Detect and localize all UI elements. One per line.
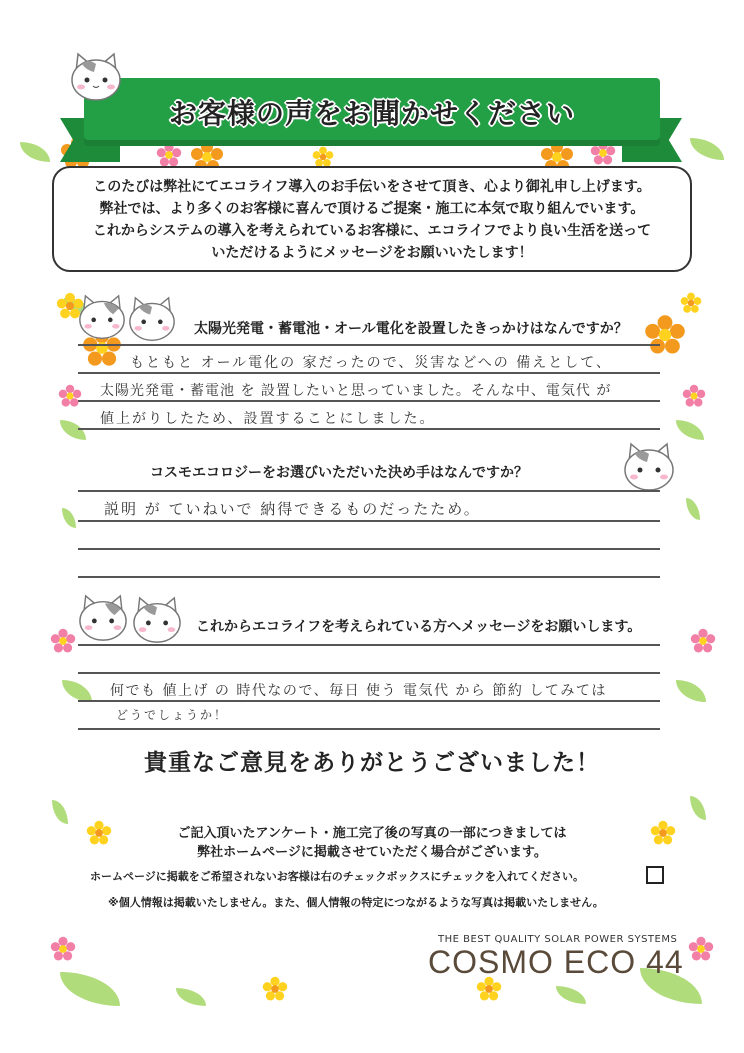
cat-icon (130, 596, 184, 646)
answer-line (78, 728, 660, 730)
photo-note-line: ご記入頂いたアンケート・施工完了後の写真の一部につきましては (177, 826, 567, 841)
checkbox-label: ホームページに掲載をご希望されないお客様は右のチェックボックスにチェックを入れてください。 (90, 870, 585, 883)
answer-line (78, 548, 660, 550)
flower-icon (50, 936, 76, 962)
leaf-icon (690, 796, 706, 820)
leaf-icon (62, 508, 76, 528)
intro-box (52, 166, 692, 272)
answer-line (78, 700, 660, 702)
flower-icon (262, 976, 288, 1002)
answer-line (78, 672, 660, 674)
answer-line (78, 428, 660, 430)
intro-line: 弊社では、より多くのお客様に喜んで頂けるご提案・施工に本気で取り組んでいます。 (99, 201, 645, 217)
brand-logo: COSMO ECO 44 (428, 944, 684, 980)
handwritten-answer: 説明 が ていねいで 納得できるものだったため。 (104, 500, 481, 518)
leaf-icon (52, 800, 68, 824)
flower-icon (680, 292, 702, 314)
answer-line (78, 644, 660, 646)
answer-line (78, 576, 660, 578)
handwritten-answer: 何でも 値上げ の 時代なので、毎日 使う 電気代 から 節約 してみては (110, 683, 607, 699)
cat-icon (76, 594, 130, 644)
intro-line: いただけるようにメッセージをお願いいたします！ (211, 245, 533, 261)
answer-line (78, 490, 660, 492)
leaf-icon (556, 986, 586, 1004)
leaf-icon (676, 420, 704, 440)
privacy-note: ※個人情報は掲載いたしません。また、個人情報の特定につながるような写真は掲載いたしません。 (108, 896, 604, 909)
photo-note-line: 弊社ホームページに掲載させていただく場合がございます。 (197, 845, 547, 860)
cat-icon (620, 440, 678, 496)
flower-icon (50, 628, 76, 654)
thanks-heading: 貴重なご意見をありがとうございました！ (144, 750, 600, 776)
leaf-icon (176, 988, 206, 1006)
flower-icon (58, 384, 82, 408)
handwritten-answer: 値上がりしたため、設置することにしました。 (100, 411, 436, 427)
leaf-icon (676, 680, 706, 702)
answer-line (78, 520, 660, 522)
page-title: お客様の声をお聞かせください (168, 97, 575, 130)
handwritten-answer: どうでしょうか！ (116, 708, 229, 722)
handwritten-answer: 太陽光発電・蓄電池 を 設置したいと思っていました。そんな中、電気代 が (100, 383, 612, 399)
flower-icon (682, 384, 706, 408)
flower-icon (644, 314, 686, 356)
cat-icon (68, 50, 124, 106)
brand-tagline: THE BEST QUALITY SOLAR POWER SYSTEMS (438, 934, 678, 945)
question-label: これからエコライフを考えられている方へメッセージをお願いします。 (196, 619, 642, 635)
flower-icon (688, 936, 714, 962)
flower-icon (690, 628, 716, 654)
leaf-icon (686, 498, 700, 520)
header-ribbon (84, 78, 660, 146)
intro-line: このたびは弊社にてエコライフ導入のお手伝いをさせて頂き、心より御礼申し上げます。 (93, 179, 651, 195)
answer-line (78, 344, 660, 346)
leaf-icon (20, 142, 50, 162)
leaf-icon (62, 680, 92, 702)
no-publish-checkbox[interactable] (646, 866, 664, 884)
leaf-icon (60, 972, 120, 1006)
answer-line (78, 400, 660, 402)
intro-line: これからシステムの導入を考えられているお客様に、エコライフでより良い生活を送って (92, 223, 652, 239)
question-label: 太陽光発電・蓄電池・オール電化を設置したきっかけはなんですか？ (194, 321, 628, 337)
leaf-icon (690, 138, 724, 160)
handwritten-answer: もともと オール電化の 家だったので、災害などへの 備えとして、 (130, 355, 612, 371)
flower-icon (312, 146, 334, 168)
cat-icon (76, 294, 128, 342)
answer-line (78, 372, 660, 374)
cat-icon (126, 296, 178, 344)
leaf-icon (60, 420, 86, 440)
question-label: コスモエコロジーをお選びいただいた決め手はなんですか？ (150, 465, 528, 481)
